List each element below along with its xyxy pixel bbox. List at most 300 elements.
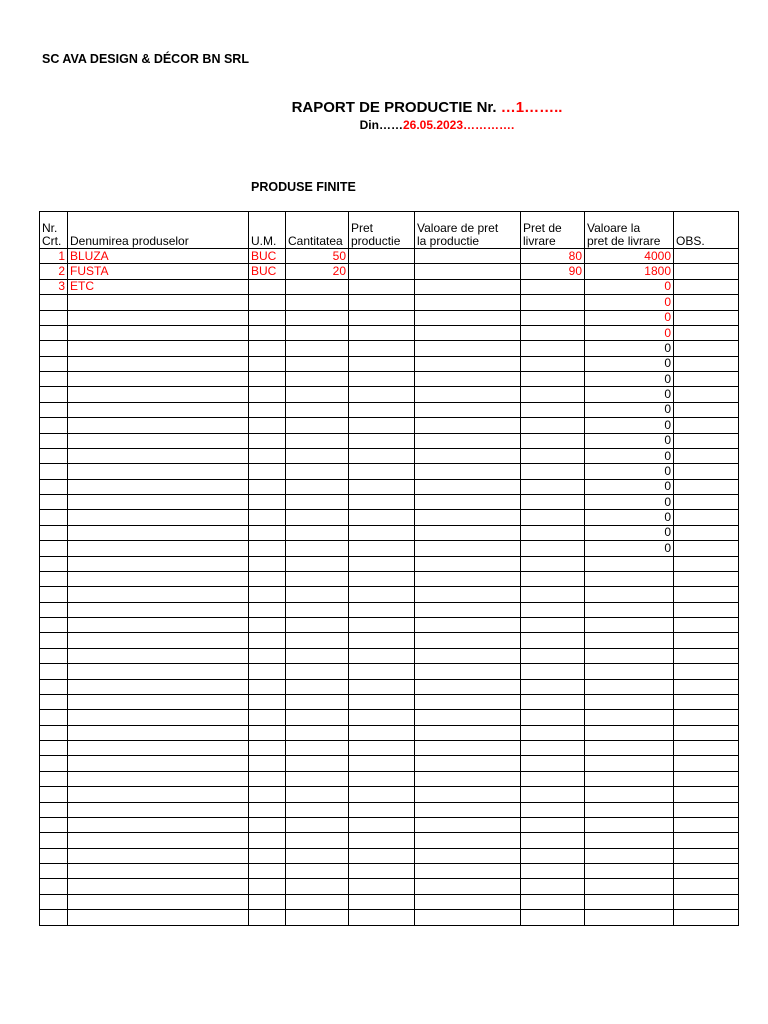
table-cell-denumire [68,464,249,479]
table-cell-obs [674,817,739,832]
table-header [40,212,739,249]
table-cell-cantitate [286,648,349,663]
table-cell-obs [674,679,739,694]
table-cell-pret-productie [349,710,415,725]
table-cell-pret-productie [349,356,415,371]
table-cell-um [249,710,286,725]
table-cell-obs [674,295,739,310]
table-cell-cantitate [286,418,349,433]
table-cell-cantitate [286,525,349,540]
table-cell-pret-productie [349,541,415,556]
table-cell-pret-livrare [521,710,585,725]
table-cell-pret-productie [349,833,415,848]
table-cell-valoare-productie [415,771,521,786]
table-cell-valoare-productie [415,310,521,325]
table-cell-nr-crt [40,587,68,602]
company-name: SC AVA DESIGN & DÉCOR BN SRL [42,52,249,66]
table-cell-valoare-livrare: 0 [585,402,674,417]
table-cell-denumire [68,848,249,863]
table-cell-nr-crt [40,802,68,817]
table-cell-cantitate [286,464,349,479]
table-cell-valoare-productie [415,525,521,540]
table-cell-denumire [68,771,249,786]
table-row [40,402,739,417]
table-cell-pret-livrare [521,633,585,648]
column-header-nr-crt [40,212,68,249]
table-row [40,571,739,586]
table-cell-pret-productie [349,725,415,740]
table-cell-nr-crt [40,448,68,463]
table-cell-valoare-productie [415,679,521,694]
table-cell-um [249,725,286,740]
table-cell-nr-crt [40,556,68,571]
table-cell-valoare-productie [415,556,521,571]
table-cell-cantitate [286,510,349,525]
table-cell-obs [674,787,739,802]
table-cell-pret-productie [349,587,415,602]
table-cell-denumire [68,648,249,663]
table-cell-valoare-livrare [585,741,674,756]
table-cell-valoare-livrare: 0 [585,372,674,387]
table-cell-valoare-productie [415,802,521,817]
table-cell-cantitate [286,633,349,648]
table-cell-um [249,771,286,786]
table-cell-pret-livrare [521,495,585,510]
table-cell-um [249,833,286,848]
table-cell-nr-crt: 1 [40,249,68,264]
table-cell-obs [674,771,739,786]
table-cell-cantitate [286,725,349,740]
table-row [40,587,739,602]
table-cell-denumire [68,372,249,387]
table-cell-denumire [68,710,249,725]
table-row [40,448,739,463]
table-cell-valoare-livrare: 0 [585,341,674,356]
table-cell-um [249,279,286,294]
table-cell-cantitate [286,433,349,448]
table-cell-obs [674,556,739,571]
products-table [39,211,739,926]
table-cell-um [249,510,286,525]
table-cell-valoare-productie [415,418,521,433]
table-cell-pret-livrare [521,372,585,387]
table-cell-pret-productie [349,894,415,909]
table-row [40,310,739,325]
table-cell-pret-livrare [521,833,585,848]
table-cell-denumire: BLUZA [68,249,249,264]
table-cell-pret-livrare [521,618,585,633]
table-cell-valoare-productie [415,571,521,586]
table-cell-denumire [68,587,249,602]
table-row [40,710,739,725]
table-cell-pret-livrare [521,894,585,909]
table-cell-nr-crt: 2 [40,264,68,279]
table-cell-obs [674,525,739,540]
table-cell-cantitate [286,848,349,863]
table-cell-cantitate [286,864,349,879]
table-cell-nr-crt [40,541,68,556]
table-cell-obs [674,325,739,340]
table-row [40,479,739,494]
table-cell-denumire: FUSTA [68,264,249,279]
table-row [40,356,739,371]
table-cell-cantitate [286,910,349,925]
table-cell-denumire [68,433,249,448]
table-cell-um [249,525,286,540]
table-cell-um: BUC [249,249,286,264]
column-header-um [249,212,286,249]
table-cell-valoare-productie [415,372,521,387]
table-cell-valoare-productie [415,864,521,879]
table-cell-obs [674,587,739,602]
table-cell-nr-crt [40,679,68,694]
table-cell-pret-livrare [521,556,585,571]
table-cell-cantitate [286,541,349,556]
table-cell-valoare-livrare [585,802,674,817]
table-cell-pret-productie [349,249,415,264]
table-row [40,879,739,894]
table-cell-cantitate [286,479,349,494]
table-cell-cantitate [286,295,349,310]
table-cell-valoare-livrare: 0 [585,525,674,540]
table-cell-denumire [68,295,249,310]
table-cell-um [249,741,286,756]
table-cell-pret-productie [349,910,415,925]
table-cell-valoare-livrare: 0 [585,541,674,556]
table-cell-valoare-productie [415,448,521,463]
table-cell-valoare-livrare: 4000 [585,249,674,264]
table-cell-valoare-productie [415,402,521,417]
table-cell-cantitate [286,602,349,617]
table-cell-nr-crt [40,356,68,371]
table-cell-nr-crt [40,341,68,356]
table-cell-pret-productie [349,325,415,340]
table-row [40,372,739,387]
column-header-line: Denumirea produselor [70,234,189,248]
table-cell-pret-livrare [521,817,585,832]
table-cell-valoare-productie [415,848,521,863]
table-cell-valoare-productie [415,341,521,356]
table-cell-um [249,541,286,556]
table-cell-denumire [68,418,249,433]
table-cell-pret-productie [349,802,415,817]
table-row [40,341,739,356]
column-header-line: Crt. [42,234,62,248]
table-cell-um [249,356,286,371]
table-cell-valoare-productie [415,325,521,340]
table-cell-denumire [68,525,249,540]
table-cell-cantitate [286,710,349,725]
column-header-line: pret de livrare [587,234,661,248]
table-cell-pret-livrare [521,310,585,325]
column-header-denumire [68,212,249,249]
table-cell-valoare-livrare [585,787,674,802]
table-cell-valoare-livrare [585,710,674,725]
table-cell-pret-productie [349,771,415,786]
table-cell-nr-crt [40,571,68,586]
table-cell-pret-livrare [521,525,585,540]
table-cell-pret-productie [349,679,415,694]
table-cell-valoare-livrare: 0 [585,510,674,525]
table-cell-obs [674,249,739,264]
table-cell-denumire [68,325,249,340]
table-cell-valoare-productie [415,433,521,448]
column-header-valoare-livrare [585,212,674,249]
table-cell-valoare-livrare: 0 [585,279,674,294]
table-cell-um [249,602,286,617]
table-cell-pret-productie [349,817,415,832]
table-cell-denumire [68,910,249,925]
table-cell-cantitate [286,387,349,402]
table-cell-obs [674,387,739,402]
table-cell-valoare-productie [415,249,521,264]
table-row [40,848,739,863]
table-cell-pret-productie [349,341,415,356]
table-cell-pret-livrare [521,664,585,679]
table-cell-um [249,894,286,909]
table-cell-pret-livrare: 90 [521,264,585,279]
table-cell-valoare-productie [415,833,521,848]
table-cell-nr-crt [40,787,68,802]
table-cell-nr-crt [40,664,68,679]
table-cell-nr-crt [40,510,68,525]
table-cell-nr-crt [40,372,68,387]
table-cell-obs [674,571,739,586]
table-cell-denumire [68,618,249,633]
table-cell-denumire [68,510,249,525]
table-cell-pret-productie [349,864,415,879]
table-cell-pret-livrare [521,679,585,694]
table-cell-valoare-productie [415,817,521,832]
table-cell-pret-livrare [521,648,585,663]
table-cell-pret-livrare [521,479,585,494]
table-row [40,694,739,709]
table-cell-pret-livrare [521,694,585,709]
table-cell-nr-crt [40,295,68,310]
table-cell-um [249,587,286,602]
table-cell-nr-crt [40,633,68,648]
table-cell-pret-livrare [521,864,585,879]
column-header-line: Cantitatea [288,234,343,248]
table-cell-valoare-productie [415,510,521,525]
table-cell-um [249,664,286,679]
table-cell-denumire [68,495,249,510]
table-cell-valoare-livrare [585,756,674,771]
table-cell-pret-livrare [521,541,585,556]
table-cell-um [249,571,286,586]
table-cell-valoare-productie [415,694,521,709]
table-cell-um [249,787,286,802]
column-header-line: U.M. [251,234,277,248]
table-cell-denumire [68,833,249,848]
table-cell-nr-crt [40,464,68,479]
table-cell-valoare-productie [415,541,521,556]
table-cell-cantitate [286,372,349,387]
table-cell-denumire [68,556,249,571]
table-cell-um [249,756,286,771]
table-cell-cantitate [286,618,349,633]
table-cell-valoare-livrare: 0 [585,448,674,463]
table-cell-valoare-productie [415,787,521,802]
table-cell-pret-productie [349,741,415,756]
table-cell-valoare-productie [415,602,521,617]
table-cell-denumire [68,602,249,617]
column-header-line: Valoare la [587,221,641,235]
table-cell-nr-crt [40,771,68,786]
table-cell-valoare-livrare [585,725,674,740]
table-cell-pret-productie [349,310,415,325]
table-cell-cantitate [286,879,349,894]
table-cell-um [249,495,286,510]
table-row [40,725,739,740]
table-cell-um [249,817,286,832]
table-cell-obs [674,602,739,617]
table-cell-valoare-livrare [585,664,674,679]
table-cell-um [249,802,286,817]
table-cell-um [249,402,286,417]
report-number: …1…….. [500,99,563,116]
table-cell-um [249,648,286,663]
table-cell-denumire [68,741,249,756]
table-cell-denumire [68,864,249,879]
table-cell-valoare-livrare: 0 [585,387,674,402]
table-cell-valoare-livrare [585,864,674,879]
table-cell-obs [674,541,739,556]
table-cell-pret-productie [349,618,415,633]
table-cell-valoare-livrare [585,879,674,894]
table-cell-denumire [68,756,249,771]
table-cell-valoare-livrare [585,571,674,586]
table-cell-obs [674,510,739,525]
table-cell-pret-productie [349,264,415,279]
table-row [40,295,739,310]
table-cell-pret-productie [349,756,415,771]
table-cell-valoare-livrare: 0 [585,295,674,310]
table-cell-valoare-productie [415,387,521,402]
column-header-pret-livrare [521,212,585,249]
table-cell-um [249,479,286,494]
table-cell-pret-livrare [521,418,585,433]
table-row [40,249,739,264]
table-cell-cantitate [286,787,349,802]
table-cell-valoare-livrare [585,556,674,571]
table-cell-cantitate [286,571,349,586]
table-cell-obs [674,464,739,479]
table-row [40,510,739,525]
table-cell-nr-crt [40,648,68,663]
table-cell-obs [674,710,739,725]
table-row [40,602,739,617]
table-cell-obs [674,633,739,648]
table-cell-valoare-productie [415,495,521,510]
table-cell-cantitate [286,756,349,771]
table-cell-valoare-livrare [585,894,674,909]
table-cell-pret-livrare [521,387,585,402]
table-cell-nr-crt [40,864,68,879]
table-cell-pret-livrare [521,587,585,602]
table-cell-denumire [68,664,249,679]
table-cell-valoare-livrare [585,817,674,832]
table-cell-nr-crt [40,756,68,771]
column-header-line: productie [351,234,401,248]
report-date-prefix: Din…… [359,118,403,132]
table-row [40,741,739,756]
table-cell-valoare-livrare [585,648,674,663]
table-cell-pret-productie [349,479,415,494]
table-cell-valoare-livrare: 0 [585,433,674,448]
table-cell-valoare-productie [415,479,521,494]
table-cell-valoare-livrare: 0 [585,479,674,494]
table-cell-pret-productie [349,525,415,540]
table-row [40,864,739,879]
table-cell-nr-crt [40,833,68,848]
table-row [40,894,739,909]
table-cell-valoare-productie [415,279,521,294]
column-header-line: Valoare de pret [417,221,499,235]
table-cell-pret-livrare [521,448,585,463]
table-cell-obs [674,910,739,925]
table-cell-um [249,910,286,925]
table-cell-pret-productie [349,387,415,402]
table-cell-obs [674,864,739,879]
table-row [40,679,739,694]
table-cell-cantitate [286,356,349,371]
table-cell-cantitate [286,402,349,417]
table-cell-um [249,448,286,463]
table-cell-pret-livrare [521,756,585,771]
table-cell-obs [674,356,739,371]
table-cell-um [249,418,286,433]
table-cell-pret-livrare [521,725,585,740]
table-cell-obs [674,341,739,356]
table-cell-nr-crt [40,402,68,417]
table-cell-cantitate [286,894,349,909]
table-cell-denumire [68,725,249,740]
table-cell-denumire [68,448,249,463]
table-cell-valoare-productie [415,356,521,371]
column-header-line: Pret [351,221,374,235]
table-cell-valoare-productie [415,741,521,756]
table-cell-pret-livrare [521,325,585,340]
table-cell-cantitate [286,587,349,602]
table-row [40,433,739,448]
report-date: 26.05.2023…………. [402,118,515,132]
report-date-line [0,118,768,132]
table-cell-denumire [68,633,249,648]
table-cell-denumire [68,310,249,325]
table-cell-nr-crt [40,387,68,402]
table-row [40,556,739,571]
table-cell-pret-livrare [521,402,585,417]
table-cell-nr-crt [40,525,68,540]
table-cell-pret-productie [349,372,415,387]
table-cell-nr-crt [40,741,68,756]
table-cell-nr-crt [40,310,68,325]
table-cell-pret-productie [349,402,415,417]
table-cell-nr-crt [40,894,68,909]
table-cell-denumire [68,694,249,709]
table-cell-nr-crt [40,618,68,633]
table-cell-pret-livrare [521,279,585,294]
table-cell-pret-productie [349,602,415,617]
table-cell-denumire [68,479,249,494]
table-cell-obs [674,418,739,433]
table-cell-pret-livrare [521,741,585,756]
table-cell-cantitate [286,771,349,786]
table-cell-denumire [68,356,249,371]
table-cell-obs [674,433,739,448]
table-cell-denumire [68,679,249,694]
